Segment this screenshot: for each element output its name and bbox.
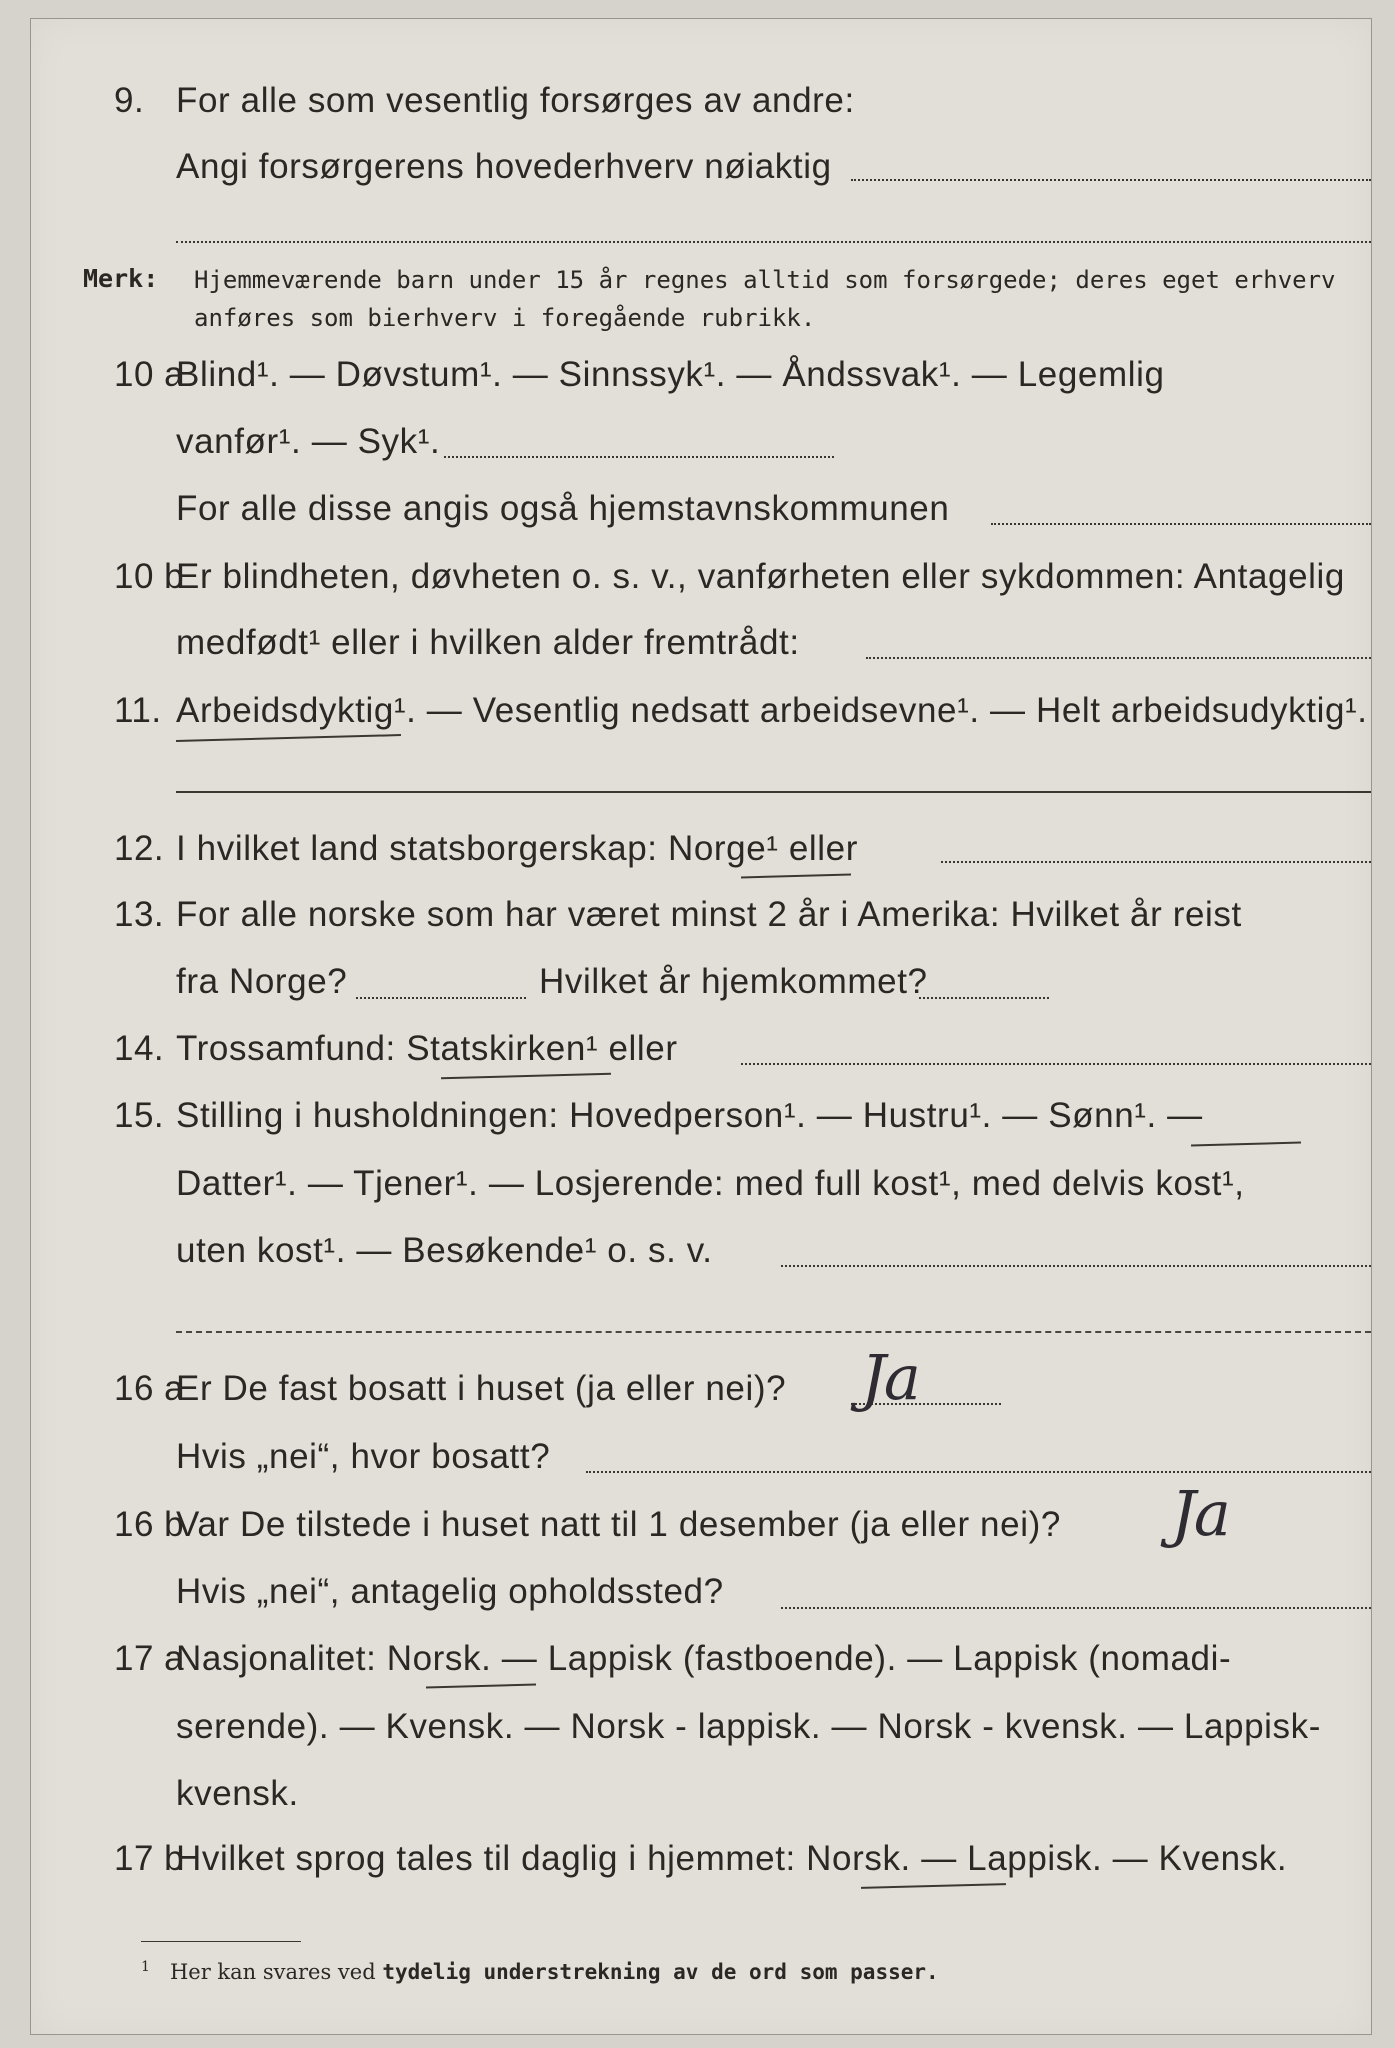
section-divider xyxy=(176,1331,1371,1333)
census-form-page xyxy=(30,18,1372,2035)
footnote-divider xyxy=(141,1941,301,1942)
answer-line xyxy=(586,1471,1371,1473)
handwritten-answer: Ja xyxy=(861,1341,919,1414)
question-9-line-2: Angi forsørgerens hovederhverv nøiaktig xyxy=(176,147,832,186)
section-divider xyxy=(176,791,1371,793)
question-10a-line-2: vanfør¹. — Syk¹. xyxy=(176,422,441,461)
answer-line xyxy=(991,523,1371,525)
question-17a-line-2: serende). — Kvensk. — Norsk - lappisk. — Norsk - kvensk. — Lappisk- xyxy=(176,1707,1321,1746)
question-number: 13. xyxy=(114,895,165,934)
question-17a-line-3: kvensk. xyxy=(176,1774,299,1813)
question-10a-line-3: For alle disse angis også hjemstavnskommunen xyxy=(176,489,950,528)
question-11-line-1: Arbeidsdyktig¹. — Vesentlig nedsatt arbeidsevne¹. — Helt arbeidsudyktig¹. xyxy=(176,691,1368,730)
note-label: Merk: xyxy=(83,264,159,293)
question-15-line-2: Datter¹. — Tjener¹. — Losjerende: med full kost¹, med delvis kost¹, xyxy=(176,1164,1245,1203)
footnote-bold-text: tydelig understrekning av de ord som passer. xyxy=(382,1960,939,1984)
question-number: 16 a xyxy=(114,1369,185,1408)
handwritten-underline xyxy=(741,874,851,879)
question-number: 15. xyxy=(114,1096,165,1135)
answer-line xyxy=(919,997,1049,999)
question-16a-line-2: Hvis „nei“, hvor bosatt? xyxy=(176,1437,551,1476)
question-number: 17 a xyxy=(114,1639,185,1678)
question-16b-line-1: Var De tilstede i huset natt til 1 desember (ja eller nei)? xyxy=(176,1505,1061,1544)
handwritten-underline xyxy=(861,1883,1006,1889)
question-12-line-1: I hvilket land statsborgerskap: Norge¹ eller xyxy=(176,829,858,868)
footnote-mark: 1 xyxy=(141,1959,150,1975)
question-10b-line-1: Er blindheten, døvheten o. s. v., vanførheten eller sykdommen: Antagelig xyxy=(176,557,1345,596)
handwritten-answer: Ja xyxy=(1171,1477,1229,1550)
answer-line xyxy=(356,997,526,999)
answer-line xyxy=(176,241,1371,243)
handwritten-underline xyxy=(426,1684,536,1689)
question-13-line-2a: fra Norge? xyxy=(176,962,348,1001)
footnote-text: Her kan svares ved xyxy=(169,1960,376,1984)
question-15-line-1: Stilling i husholdningen: Hovedperson¹. — Hustru¹. — Sønn¹. — xyxy=(176,1096,1203,1135)
handwritten-underline xyxy=(1191,1142,1301,1147)
footnote xyxy=(141,1959,939,1984)
question-number: 9. xyxy=(114,81,145,120)
question-number: 16 b xyxy=(114,1505,185,1544)
answer-line xyxy=(781,1607,1371,1609)
question-17b-line-1: Hvilket sprog tales til daglig i hjemmet: Norsk. — Lappisk. — Kvensk. xyxy=(176,1839,1288,1878)
answer-line xyxy=(866,657,1371,659)
answer-line xyxy=(781,1265,1371,1267)
question-16a-line-1: Er De fast bosatt i huset (ja eller nei)? xyxy=(176,1369,787,1408)
question-10a-line-1: Blind¹. — Døvstum¹. — Sinnssyk¹. — Åndssvak¹. — Legemlig xyxy=(176,355,1165,394)
answer-line xyxy=(941,861,1371,863)
question-number: 17 b xyxy=(114,1839,185,1878)
question-10b-line-2: medfødt¹ eller i hvilken alder fremtrådt: xyxy=(176,623,800,662)
handwritten-underline xyxy=(441,1073,611,1079)
question-number: 14. xyxy=(114,1029,165,1068)
question-number: 10 a xyxy=(114,355,185,394)
question-number: 12. xyxy=(114,829,165,868)
question-13-line-2b: Hvilket år hjemkommet? xyxy=(539,962,928,1001)
question-number: 10 b xyxy=(114,557,185,596)
question-9-line-1: For alle som vesentlig forsørges av andre: xyxy=(176,81,855,120)
question-13-line-1: For alle norske som har været minst 2 år i Amerika: Hvilket år reist xyxy=(176,895,1242,934)
question-15-line-3: uten kost¹. — Besøkende¹ o. s. v. xyxy=(176,1231,713,1270)
answer-line xyxy=(851,179,1371,181)
question-17a-line-1: Nasjonalitet: Norsk. — Lappisk (fastboende). — Lappisk (nomadi- xyxy=(176,1639,1232,1678)
question-16b-line-2: Hvis „nei“, antagelig opholdssted? xyxy=(176,1572,724,1611)
answer-line xyxy=(741,1063,1371,1065)
question-number: 11. xyxy=(114,691,162,730)
question-14-line-1: Trossamfund: Statskirken¹ eller xyxy=(176,1029,678,1068)
handwritten-underline xyxy=(176,734,401,742)
note-text: Hjemmeværende barn under 15 år regnes alltid som forsørgede; deres eget erhverv anføres som bierhverv i foregående rubrikk. xyxy=(194,266,1336,332)
answer-line xyxy=(444,456,834,458)
